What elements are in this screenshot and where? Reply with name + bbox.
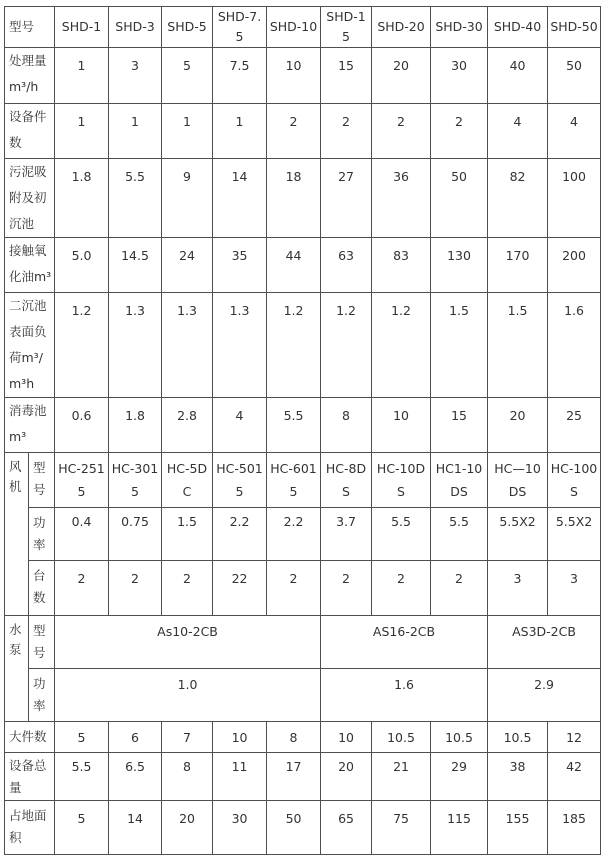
table-cell: 30 xyxy=(431,48,488,104)
table-cell: 5.5 xyxy=(372,508,431,561)
table-row xyxy=(5,722,601,753)
table-cell: 2 xyxy=(321,561,372,616)
table-row xyxy=(5,453,601,508)
table-cell: 200 xyxy=(548,238,601,293)
table-cell: 8 xyxy=(321,398,372,453)
table-row xyxy=(5,753,601,801)
table-row xyxy=(5,398,601,453)
table-row xyxy=(5,48,601,104)
table-cell: 5.5 xyxy=(55,753,109,801)
table-row xyxy=(5,508,601,561)
header-cell: SHD-5 xyxy=(162,7,213,48)
table-cell: 2.2 xyxy=(213,508,267,561)
table-cell: 10.5 xyxy=(372,722,431,753)
table-cell: 2 xyxy=(267,104,321,159)
table-cell: 4 xyxy=(213,398,267,453)
table-cell: 2.9 xyxy=(488,669,601,722)
header-cell: SHD-15 xyxy=(321,7,372,48)
row-label-total-weight: 设备总量 xyxy=(5,753,55,801)
table-cell: 1.3 xyxy=(213,293,267,398)
header-cell: SHD-10 xyxy=(267,7,321,48)
table-cell: 1.3 xyxy=(109,293,162,398)
table-cell: 2 xyxy=(372,104,431,159)
table-cell: 20 xyxy=(162,801,213,855)
row-label-large-parts: 大件数 xyxy=(5,722,55,753)
table-cell: 21 xyxy=(372,753,431,801)
table-cell: 7 xyxy=(162,722,213,753)
table-cell: 29 xyxy=(431,753,488,801)
table-cell: 20 xyxy=(321,753,372,801)
row-label-sludge: 污泥吸附及初沉池 xyxy=(5,159,55,238)
table-cell: HC—10DS xyxy=(488,453,548,508)
table-cell: 1.0 xyxy=(55,669,321,722)
table-cell: 2 xyxy=(321,104,372,159)
row-label-units: 设备件数 xyxy=(5,104,55,159)
table-cell: 115 xyxy=(431,801,488,855)
table-cell: 5 xyxy=(162,48,213,104)
table-cell: 36 xyxy=(372,159,431,238)
table-cell: 0.75 xyxy=(109,508,162,561)
row-label-floor-area: 占地面积 xyxy=(5,801,55,855)
table-cell: 10 xyxy=(213,722,267,753)
table-cell: 2 xyxy=(372,561,431,616)
row-label-capacity: 处理量m³/h xyxy=(5,48,55,104)
row-label-pump-power: 功率 xyxy=(29,669,55,722)
table-cell: 9 xyxy=(162,159,213,238)
table-cell: 1.2 xyxy=(267,293,321,398)
table-cell: HC-10DS xyxy=(372,453,431,508)
table-cell: 22 xyxy=(213,561,267,616)
table-row xyxy=(5,104,601,159)
table-cell: 8 xyxy=(267,722,321,753)
table-cell: 2 xyxy=(267,561,321,616)
table-cell: 50 xyxy=(267,801,321,855)
table-cell: 11 xyxy=(213,753,267,801)
group-label-fan: 风机 xyxy=(5,453,29,616)
table-cell: 2 xyxy=(162,561,213,616)
table-cell: 0.6 xyxy=(55,398,109,453)
header-row xyxy=(5,7,601,48)
row-label-pump-model: 型号 xyxy=(29,616,55,669)
table-cell: 18 xyxy=(267,159,321,238)
header-cell: SHD-20 xyxy=(372,7,431,48)
table-cell: 2 xyxy=(55,561,109,616)
table-row xyxy=(5,293,601,398)
table-cell: 15 xyxy=(321,48,372,104)
table-cell: 3 xyxy=(109,48,162,104)
table-cell: HC-2515 xyxy=(55,453,109,508)
table-cell: 6.5 xyxy=(109,753,162,801)
table-cell: HC1-10DS xyxy=(431,453,488,508)
table-cell: 38 xyxy=(488,753,548,801)
table-cell: 185 xyxy=(548,801,601,855)
table-cell: HC-5DC xyxy=(162,453,213,508)
table-cell: 1.6 xyxy=(548,293,601,398)
table-cell: 1.8 xyxy=(55,159,109,238)
table-cell: 50 xyxy=(431,159,488,238)
table-cell: 10.5 xyxy=(488,722,548,753)
table-cell: 1.5 xyxy=(162,508,213,561)
table-cell: 1 xyxy=(109,104,162,159)
table-cell: HC-3015 xyxy=(109,453,162,508)
row-label-fan-model: 型号 xyxy=(29,453,55,508)
table-cell: 5.5X2 xyxy=(488,508,548,561)
header-model-label: 型号 xyxy=(5,7,55,48)
table-cell: 1.3 xyxy=(162,293,213,398)
table-row xyxy=(5,561,601,616)
table-cell: 5 xyxy=(55,801,109,855)
table-cell: 1.2 xyxy=(55,293,109,398)
table-cell: 83 xyxy=(372,238,431,293)
table-cell: 1.2 xyxy=(321,293,372,398)
table-cell: 27 xyxy=(321,159,372,238)
table-cell: 5.0 xyxy=(55,238,109,293)
table-cell: 8 xyxy=(162,753,213,801)
table-cell: 10.5 xyxy=(431,722,488,753)
table-cell: 5.5 xyxy=(109,159,162,238)
table-cell: 6 xyxy=(109,722,162,753)
table-row xyxy=(5,616,601,669)
table-cell: 1.8 xyxy=(109,398,162,453)
table-cell: 2 xyxy=(109,561,162,616)
table-cell: 15 xyxy=(431,398,488,453)
table-cell: HC-6015 xyxy=(267,453,321,508)
table-cell: 65 xyxy=(321,801,372,855)
row-label-clarifier-load: 二沉池表面负荷m³/m³h xyxy=(5,293,55,398)
table-cell: 42 xyxy=(548,753,601,801)
header-cell: SHD-50 xyxy=(548,7,601,48)
table-cell: 12 xyxy=(548,722,601,753)
table-cell: 2 xyxy=(431,104,488,159)
table-cell: 35 xyxy=(213,238,267,293)
table-cell: 1.2 xyxy=(372,293,431,398)
table-cell: 10 xyxy=(267,48,321,104)
table-cell: 155 xyxy=(488,801,548,855)
table-cell: 4 xyxy=(488,104,548,159)
table-cell: 7.5 xyxy=(213,48,267,104)
table-cell: 25 xyxy=(548,398,601,453)
table-cell: 82 xyxy=(488,159,548,238)
table-cell: 5.5 xyxy=(267,398,321,453)
table-cell: HC-8DS xyxy=(321,453,372,508)
table-cell: 14 xyxy=(213,159,267,238)
table-cell: 130 xyxy=(431,238,488,293)
table-row xyxy=(5,238,601,293)
table-cell: 2.8 xyxy=(162,398,213,453)
table-cell: 1 xyxy=(213,104,267,159)
table-cell: 44 xyxy=(267,238,321,293)
table-cell: 14 xyxy=(109,801,162,855)
table-cell: 0.4 xyxy=(55,508,109,561)
table-cell: 4 xyxy=(548,104,601,159)
group-label-pump: 水泵 xyxy=(5,616,29,722)
table-cell: 10 xyxy=(321,722,372,753)
table-cell: 1.6 xyxy=(321,669,488,722)
table-cell: 2.2 xyxy=(267,508,321,561)
table-cell: HC-5015 xyxy=(213,453,267,508)
row-label-fan-power: 功率 xyxy=(29,508,55,561)
row-label-disinfection-tank: 消毒池m³ xyxy=(5,398,55,453)
table-cell: 30 xyxy=(213,801,267,855)
header-cell: SHD-3 xyxy=(109,7,162,48)
row-label-fan-count: 台数 xyxy=(29,561,55,616)
table-cell: 1 xyxy=(55,104,109,159)
header-cell: SHD-7.5 xyxy=(213,7,267,48)
table-row xyxy=(5,159,601,238)
table-cell: 1.5 xyxy=(431,293,488,398)
table-row xyxy=(5,669,601,722)
header-cell: SHD-40 xyxy=(488,7,548,48)
table-cell: 20 xyxy=(372,48,431,104)
table-cell: 20 xyxy=(488,398,548,453)
table-cell: 1 xyxy=(55,48,109,104)
table-cell: HC-100S xyxy=(548,453,601,508)
table-cell: 100 xyxy=(548,159,601,238)
table-cell: AS16-2CB xyxy=(321,616,488,669)
table-cell: 1.5 xyxy=(488,293,548,398)
table-cell: 14.5 xyxy=(109,238,162,293)
table-cell: 63 xyxy=(321,238,372,293)
header-cell: SHD-1 xyxy=(55,7,109,48)
equipment-spec-table xyxy=(4,6,601,855)
table-row xyxy=(5,801,601,855)
table-cell: 17 xyxy=(267,753,321,801)
table-cell: 3.7 xyxy=(321,508,372,561)
table-cell: 10 xyxy=(372,398,431,453)
table-cell: 5.5 xyxy=(431,508,488,561)
table-cell: 3 xyxy=(548,561,601,616)
table-cell: As10-2CB xyxy=(55,616,321,669)
row-label-contact-oxidation: 接触氧化油m³ xyxy=(5,238,55,293)
table-cell: AS3D-2CB xyxy=(488,616,601,669)
table-cell: 170 xyxy=(488,238,548,293)
table-cell: 5.5X2 xyxy=(548,508,601,561)
table-cell: 40 xyxy=(488,48,548,104)
table-cell: 24 xyxy=(162,238,213,293)
table-cell: 1 xyxy=(162,104,213,159)
table-cell: 50 xyxy=(548,48,601,104)
table-cell: 3 xyxy=(488,561,548,616)
table-cell: 5 xyxy=(55,722,109,753)
table-cell: 2 xyxy=(431,561,488,616)
table-cell: 75 xyxy=(372,801,431,855)
header-cell: SHD-30 xyxy=(431,7,488,48)
